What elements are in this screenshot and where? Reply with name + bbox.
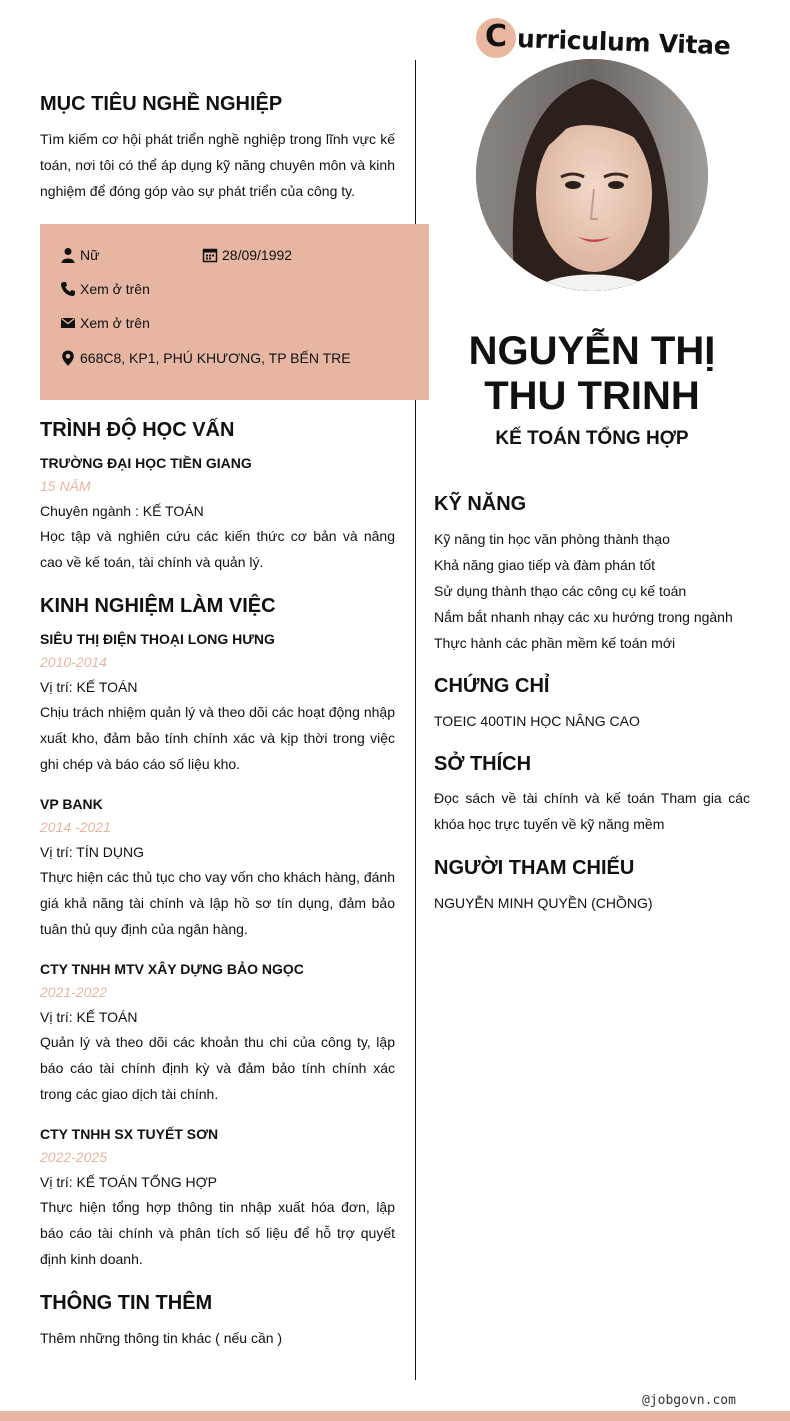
skill-item: Khả năng giao tiếp và đàm phán tốt	[434, 557, 656, 573]
hobbies-title: SỞ THÍCH	[434, 753, 532, 775]
experience-company: CTY TNHH SX TUYẾT SƠN	[40, 1126, 219, 1142]
phone-value: Xem ở trên	[80, 281, 150, 297]
birthdate-row	[202, 247, 292, 263]
name-line-2: THU TRINH	[484, 374, 700, 418]
experience-company: CTY TNHH MTV XÂY DỰNG BẢO NGỌC	[40, 961, 304, 977]
personal-info-box	[40, 224, 429, 400]
portrait-image	[476, 59, 708, 291]
name-line-1: NGUYỄN THỊ	[468, 329, 716, 373]
experience-period: 2022-2025	[40, 1149, 107, 1165]
extra-info-text: Thêm những thông tin khác ( nếu cần )	[40, 1330, 283, 1346]
school-name: TRƯỜNG ĐẠI HỌC TIỀN GIANG	[40, 455, 252, 471]
experience-period: 2010-2014	[40, 654, 107, 670]
skill-item: Sử dụng thành thạo các công cụ kế toán	[434, 583, 687, 599]
birthdate-value: 28/09/1992	[222, 247, 293, 263]
email-value: Xem ở trên	[80, 315, 150, 331]
job-title: KẾ TOÁN TỔNG HỢP	[495, 428, 689, 449]
person-icon	[60, 247, 76, 263]
phone-row	[60, 281, 150, 297]
education-text: Học tập và nghiên cứu các kiến thức cơ bản và nâng cao về kế toán, tài chính và quản lý.	[40, 528, 395, 570]
extra-info-title: THÔNG TIN THÊM	[40, 1292, 213, 1314]
address-value: 668C8, KP1, PHÚ KHƯƠNG, TP BẾN TRE	[80, 350, 351, 366]
skills-title: KỸ NĂNG	[434, 493, 527, 515]
skill-item: Kỹ năng tin học văn phòng thành thạo	[434, 531, 670, 547]
footer-credit: @jobgovn.com	[642, 1393, 736, 1408]
experience-position: Vị trí: TÍN DỤNG	[40, 844, 144, 860]
skill-item: Nắm bắt nhanh nhạy các xu hướng trong ngành	[434, 609, 733, 625]
profile-photo	[476, 59, 708, 291]
objective-title: MỤC TIÊU NGHỀ NGHIỆP	[40, 93, 283, 115]
email-icon	[60, 315, 76, 331]
email-row	[60, 315, 150, 331]
experience-description: Thực hiện các thủ tục cho vay vốn cho khách hàng, đánh giá khả năng tài chính và lập hồ sơ tín dụng, đảm bảo tuân thủ quy định của ngân hàng.	[40, 869, 395, 937]
logo-circle	[476, 18, 516, 58]
experience-period: 2021-2022	[40, 984, 107, 1000]
cv-logo	[476, 17, 731, 59]
experience-description: Quản lý và theo dõi các khoản thu chi của công ty, lập báo cáo tài chính định kỳ và đảm bảo tính chính xác trong các giao dịch tài chính.	[40, 1034, 395, 1102]
address-row	[60, 349, 351, 367]
education-title: TRÌNH ĐỘ HỌC VẤN	[40, 419, 235, 441]
education-major: Chuyên ngành : KẾ TOÁN	[40, 503, 204, 519]
skill-item: Thực hành các phần mềm kế toán mới	[434, 635, 676, 651]
references-text: NGUYỄN MINH QUYỀN (CHỒNG)	[434, 895, 653, 911]
location-pin-icon	[60, 349, 76, 367]
references-title: NGƯỜI THAM CHIẾU	[434, 857, 635, 879]
certificates-title: CHỨNG CHỈ	[434, 675, 550, 697]
experience-title: KINH NGHIỆM LÀM VIỆC	[40, 595, 276, 617]
hobbies-text: Đọc sách về tài chính và kế toán Tham gia các khóa học trực tuyến về kỹ năng mềm	[434, 790, 750, 832]
gender-value: Nữ	[80, 247, 100, 263]
education-period: 15 NĂM	[40, 478, 91, 494]
experience-company: SIÊU THỊ ĐIỆN THOẠI LONG HƯNG	[40, 631, 275, 647]
logo-initial: C	[484, 19, 508, 54]
logo-text: urriculum Vitae	[516, 23, 731, 60]
experience-description: Thực hiện tổng hợp thông tin nhập xuất hóa đơn, lập báo cáo tài chính và phân tích số liệu để hỗ trợ quyết định kinh doanh.	[40, 1199, 395, 1267]
phone-icon	[60, 281, 76, 297]
experience-position: Vị trí: KẾ TOÁN	[40, 1009, 138, 1025]
gender-row	[60, 247, 99, 263]
objective-text: Tìm kiếm cơ hội phát triển nghề nghiệp trong lĩnh vực kế toán, nơi tôi có thể áp dụng kỹ năng chuyên môn và kinh nghiệm để đóng góp vào sự phát triển của công ty.	[40, 131, 395, 199]
experience-position: Vị trí: KẾ TOÁN	[40, 679, 138, 695]
experience-company: VP BANK	[40, 796, 103, 812]
certificates-text: TOEIC 400TIN HỌC NÂNG CAO	[434, 713, 640, 729]
experience-position: Vị trí: KẾ TOÁN TỔNG HỢP	[40, 1174, 217, 1190]
experience-description: Chịu trách nhiệm quản lý và theo dõi các hoạt động nhập xuất kho, đảm bảo tính chính xác và kịp thời trong việc ghi chép và báo cáo số liệu kho.	[40, 704, 395, 772]
experience-period: 2014 -2021	[40, 819, 111, 835]
footer-bar	[0, 1411, 790, 1421]
calendar-icon	[202, 247, 218, 263]
